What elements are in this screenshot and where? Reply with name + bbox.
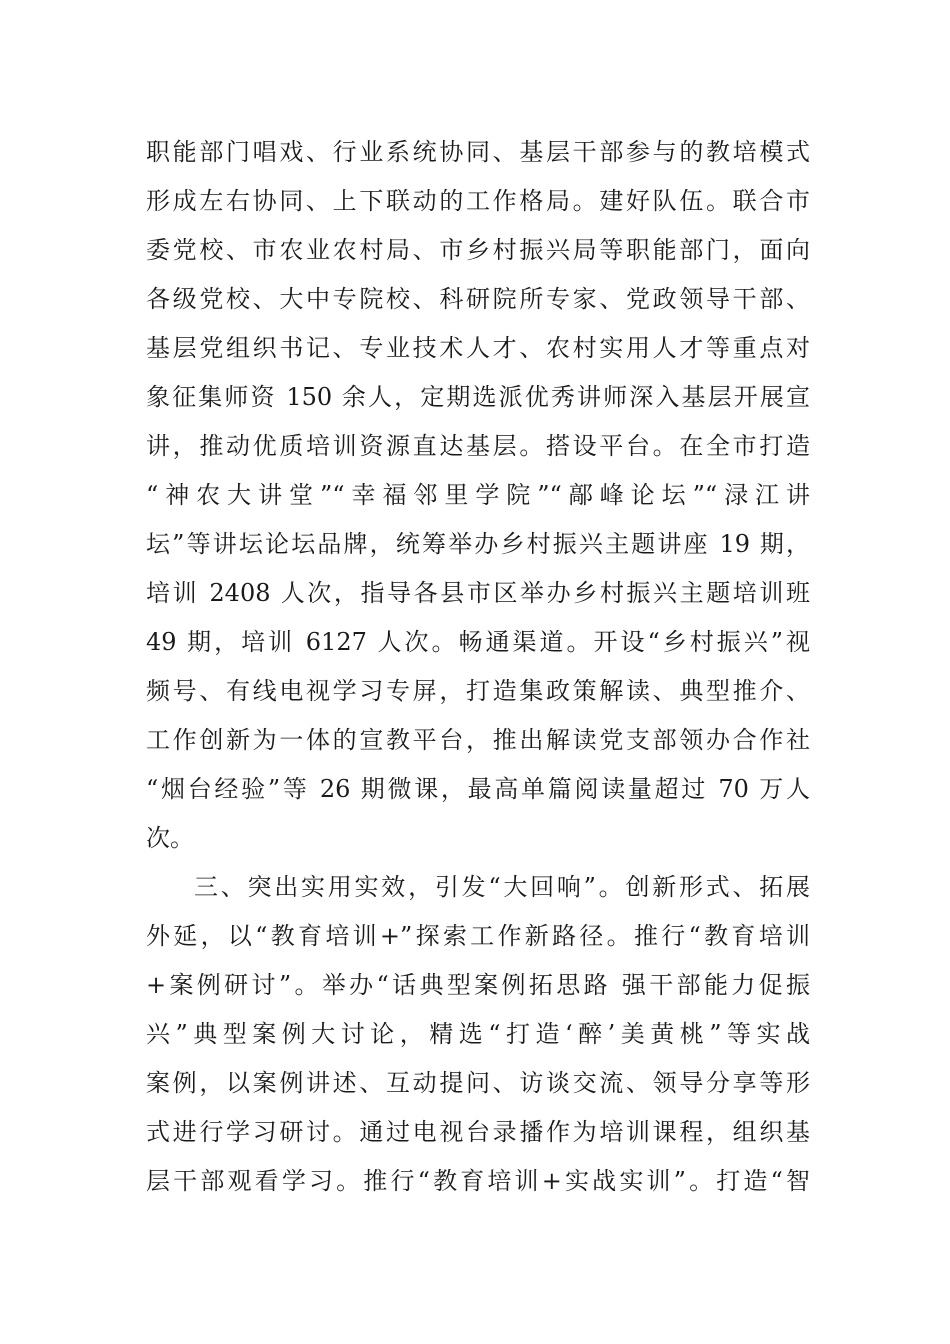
text-line: +案例研讨”。举办“话典型案例拓思路 强干部能力促振 bbox=[146, 971, 810, 999]
text-line: 委党校、市农业农村局、市乡村振兴局等职能部门，面向 bbox=[146, 236, 810, 264]
body-text bbox=[146, 128, 810, 1206]
text-line: 层干部观看学习。推行“教育培训+实战实训”。打造“智 bbox=[146, 1167, 810, 1195]
text-line: 象征集师资 150 余人，定期选派优秀讲师深入基层开展宣 bbox=[146, 383, 810, 411]
text-line: 工作创新为一体的宣教平台，推出解读党支部领办合作社 bbox=[146, 726, 810, 754]
text-line: 49 期，培训 6127 人次。畅通渠道。开设“乡村振兴”视 bbox=[146, 628, 810, 656]
text-line: 式进行学习研讨。通过电视台录播作为培训课程，组织基 bbox=[146, 1118, 810, 1146]
text-line: 次。 bbox=[146, 824, 194, 852]
text-line: 形成左右协同、上下联动的工作格局。建好队伍。联合市 bbox=[146, 187, 810, 215]
text-line: “神农大讲堂”“幸福邻里学院”“鄗峰论坛”“渌江讲 bbox=[146, 481, 810, 509]
text-line: 频号、有线电视学习专屏，打造集政策解读、典型推介、 bbox=[146, 677, 810, 705]
text-line: 职能部门唱戏、行业系统协同、基层干部参与的教培模式 bbox=[146, 138, 810, 166]
text-line: 案例，以案例讲述、互动提问、访谈交流、领导分享等形 bbox=[146, 1069, 810, 1097]
text-line: 兴”典型案例大讨论，精选“打造‘醉’美黄桃”等实战 bbox=[146, 1020, 810, 1048]
text-line: 坛”等讲坛论坛品牌，统筹举办乡村振兴主题讲座 19 期， bbox=[146, 530, 810, 558]
text-line: “烟台经验”等 26 期微课，最高单篇阅读量超过 70 万人 bbox=[146, 775, 810, 803]
text-line: 讲，推动优质培训资源直达基层。搭设平台。在全市打造 bbox=[146, 432, 810, 460]
text-line: 基层党组织书记、专业技术人才、农村实用人才等重点对 bbox=[146, 334, 810, 362]
text-line: 各级党校、大中专院校、科研院所专家、党政领导干部、 bbox=[146, 285, 810, 313]
text-line: 外延，以“教育培训+”探索工作新路径。推行“教育培训 bbox=[146, 922, 810, 950]
section-heading-line: 三、突出实用实效，引发“大回响”。创新形式、拓展 bbox=[194, 873, 810, 901]
text-line: 培训 2408 人次，指导各县市区举办乡村振兴主题培训班 bbox=[146, 579, 810, 607]
